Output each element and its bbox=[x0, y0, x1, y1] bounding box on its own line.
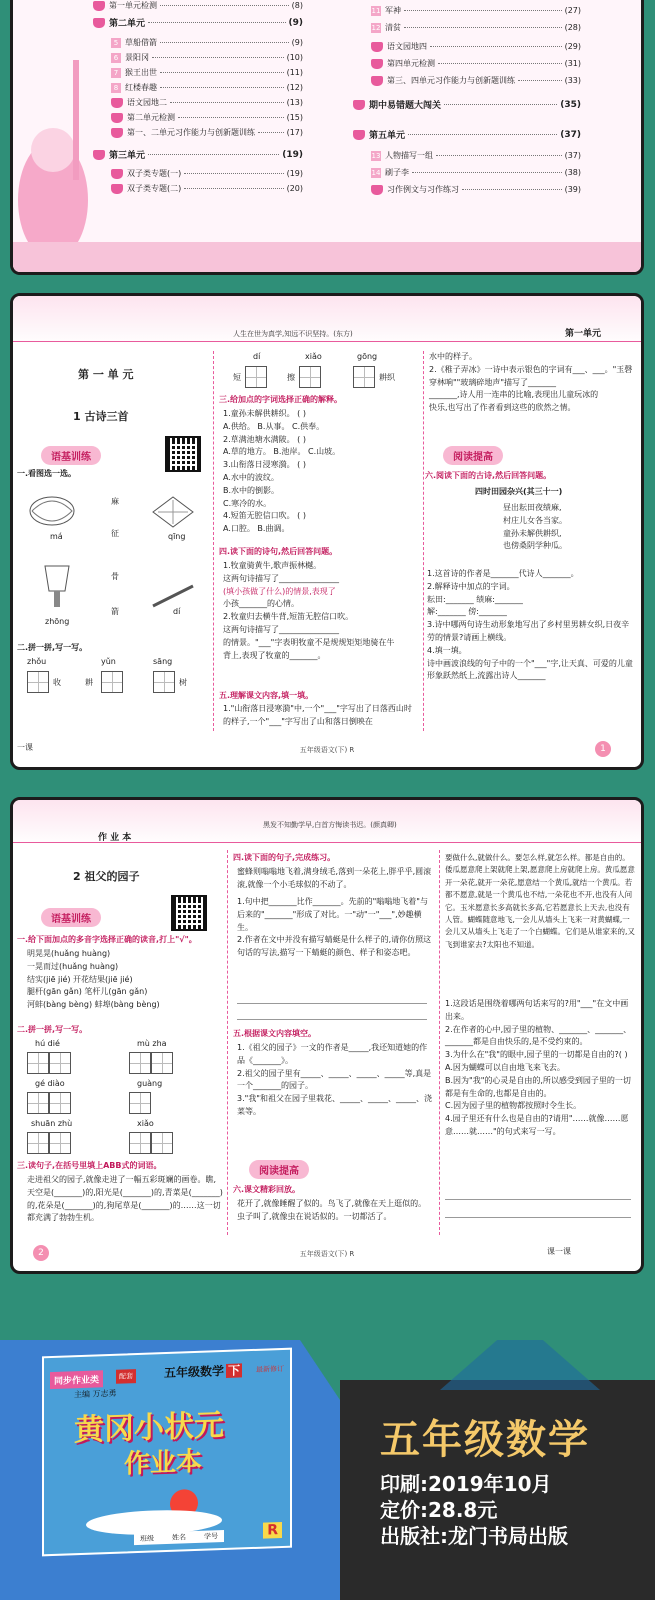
picture-bell bbox=[37, 561, 77, 611]
write-grid[interactable] bbox=[27, 1132, 71, 1154]
pinyin-label: gé diào bbox=[35, 1079, 65, 1088]
basic-training-tag: 语基训练 bbox=[41, 908, 101, 927]
pinyin-label: zhǒu bbox=[27, 657, 47, 666]
pinyin-label: xiǎo bbox=[305, 352, 322, 361]
toc-item[interactable]: 语文园地四 (29) bbox=[371, 41, 581, 52]
toc-item[interactable]: 双子类专题(一) (19) bbox=[111, 168, 303, 179]
toc-item[interactable]: 语文园地二 (13) bbox=[111, 97, 303, 108]
crown-icon bbox=[111, 184, 123, 194]
question-3: 三.读句子,在括号里填上ABB式的词语。 bbox=[17, 1161, 162, 1170]
qr-code[interactable] bbox=[171, 895, 207, 931]
choice-char[interactable]: 箭 bbox=[111, 607, 119, 616]
product-title: 五年级数学 bbox=[380, 1417, 590, 1463]
publisher: 出版社:龙门书局出版 bbox=[380, 1524, 568, 1548]
reading-tag: 阅读提高 bbox=[249, 1160, 309, 1179]
book-edition: 最新修订 bbox=[256, 1364, 284, 1374]
tail-char: 收 bbox=[53, 678, 61, 687]
book-badge: 配套 bbox=[116, 1369, 136, 1384]
crown-icon bbox=[111, 98, 123, 108]
crown-icon bbox=[111, 113, 123, 123]
question-2: 二.拼一拼,写一写。 bbox=[17, 1025, 88, 1034]
toc-unit[interactable]: 期中易错题大闯关 (35) bbox=[353, 98, 581, 111]
crown-icon bbox=[93, 1, 105, 11]
question-5: 五.理解课文内容,填一填。 bbox=[219, 691, 314, 700]
pinyin-label: dí bbox=[253, 352, 261, 361]
answer-line[interactable] bbox=[237, 1006, 427, 1020]
question-4: 四.读下面的句子,完成练习。 bbox=[233, 853, 336, 862]
choice-char[interactable]: 麻 bbox=[111, 497, 119, 506]
tail-char: 擦 bbox=[287, 373, 295, 382]
footer-center: 五年级语文(下) R bbox=[299, 1250, 355, 1258]
page-motto: 黑发不知勤学早,白首方悔读书迟。(颜真卿) bbox=[263, 821, 397, 829]
q5-items: 1.《祖父的园子》一文的作者是_____,我还知道她的作品《_______》。 2.祖父的园子里有_____、_____、_____、_____等,真是一个_______的园子。 3."我"和祖父在园子里栽花、_____、_____、_____、浇菜等。 bbox=[237, 1043, 432, 1116]
q1-items: 明晃晃(huǎng huàng) 一晃而过(huǎng huàng) 结实(jiē jié) 开花结果(jiē jié) 腿杆(gān gǎn) 笔杆儿(gān gǎn) 河蚌(bàng bèng) 蚌埠(bàng bèng) bbox=[27, 949, 160, 1010]
toc-item[interactable]: 5 草船借箭 (9) bbox=[111, 37, 303, 48]
lesson-title: 1 古诗三首 bbox=[73, 410, 129, 423]
header-divider bbox=[13, 341, 641, 342]
question-1: 一.给下面加点的多音字选择正确的读音,打上"√"。 bbox=[17, 935, 197, 944]
toc-item[interactable]: 第一、二单元习作能力与创新题训练 (17) bbox=[111, 127, 303, 138]
unit-label: 第一单元 bbox=[564, 329, 601, 339]
pinyin-label: gōng bbox=[357, 352, 378, 361]
toc-item[interactable]: 习作例文与习作练习 (39) bbox=[371, 184, 581, 195]
footer-center: 五年级语文(下) R bbox=[299, 746, 355, 754]
write-grid[interactable] bbox=[299, 366, 321, 388]
pinyin-label: xiǎo bbox=[137, 1119, 154, 1128]
pinyin-label: sāng bbox=[153, 657, 173, 666]
crown-icon bbox=[371, 42, 383, 52]
toc-item[interactable]: 13 人物描写一组 (37) bbox=[371, 151, 581, 160]
write-grid[interactable] bbox=[129, 1132, 173, 1154]
col3-top: 水中的样子。 2.《稚子弄冰》一诗中表示银色的字词有___、___。"玉磬穿林响""玻璃碎地声"描写了_______ _______,诗人用一连串的比喻,表现出儿童玩冰的 快乐,也写出了作者看到这些的欣然之情。 bbox=[429, 352, 633, 413]
q5-text: 1."山衔落日浸寒漪"中,一个"___"字写出了日落西山时的样子,一个"___"字写出了山和落日倒映在 bbox=[223, 704, 412, 726]
price: 定价:28.8元 bbox=[380, 1498, 498, 1522]
question-3: 三.给加点的字词选择正确的解释。 bbox=[219, 395, 343, 404]
lesson-title: 2 祖父的园子 bbox=[73, 870, 140, 883]
tail-char: 耕织 bbox=[379, 373, 395, 382]
page-motto: 人生在世为真学,知远不识坚持。(东方) bbox=[233, 330, 353, 338]
q3-text: 走进祖父的园子,就像走进了一幅五彩斑斓的画卷。瞧,天空是(_______)的,阳光是(_______)的,青菜是(_______)的,花朵是(_______)的,狗尾草是(_______)的……这一切都充满了勃勃生机。 bbox=[27, 1175, 223, 1223]
poem-lines: 昼出耘田夜绩麻, 村庄儿女各当家。 童孙未解供耕织, 也傍桑阴学种瓜。 bbox=[503, 503, 567, 551]
col3-items: 1.这段话是围绕着哪两句话来写的?用"___"在文中画出来。 2.在作者的心中,园子里的植物、_______、_______、_______都是自由快乐的,是不受约束的。 3.为什么在"我"的眼中,园子里的一切都是自由的?( ) A.因为蝴蝶可以自由地飞来飞去。 B.因为"我"的心灵是自由的,所以感受到园子里的一切都是有生命的,也都是自由的。 C.因为园子里的植物都按照时令生长。 4.园子里还有什么也是自由的?请用"……就像……愿意……就……"的句式来写一写。 bbox=[445, 999, 632, 1136]
book-editor: 主编 万志勇 bbox=[74, 1388, 117, 1400]
toc-item[interactable]: 8 红楼春趣 (12) bbox=[111, 82, 303, 93]
qr-code[interactable] bbox=[165, 436, 201, 472]
workbook-page-1 bbox=[10, 293, 644, 770]
write-grid[interactable] bbox=[353, 366, 375, 388]
answer-line[interactable] bbox=[237, 990, 427, 1004]
column-divider bbox=[227, 850, 228, 1235]
crown-icon bbox=[371, 59, 383, 69]
girl-illustration bbox=[13, 60, 93, 260]
balloon-icon bbox=[353, 130, 365, 140]
toc-panel bbox=[10, 0, 644, 275]
pic-pinyin: má bbox=[50, 532, 63, 541]
toc-item[interactable]: 7 猴王出世 (11) bbox=[111, 67, 303, 78]
write-grid[interactable] bbox=[27, 1092, 71, 1114]
write-grid[interactable] bbox=[27, 671, 49, 693]
toc-item[interactable]: 第二单元检测 (15) bbox=[111, 112, 303, 123]
toc-item[interactable]: 14 刷子李 (38) bbox=[371, 168, 581, 177]
page-number: 2 bbox=[33, 1245, 49, 1261]
question-5: 五.根据课文内容填空。 bbox=[233, 1029, 317, 1038]
book-mark: R bbox=[263, 1522, 282, 1539]
question-6: 六.课文精彩回放。 bbox=[233, 1185, 301, 1194]
toc-unit[interactable]: 第二单元 (9) bbox=[93, 16, 303, 29]
pinyin-label: mù zha bbox=[137, 1039, 167, 1048]
poem-title: 四时田园杂兴(其三十一) bbox=[475, 487, 563, 496]
toc-bottom-decoration bbox=[13, 242, 641, 272]
print-date: 印刷:2019年10月 bbox=[380, 1472, 552, 1496]
tail-char: 树 bbox=[179, 678, 187, 687]
pinyin-label: guàng bbox=[137, 1079, 163, 1088]
toc-item[interactable]: 第三、四单元习作能力与创新题训练 (33) bbox=[371, 75, 581, 86]
footer-left: 一课 bbox=[17, 743, 33, 753]
toc-item[interactable]: 6 景阳冈 (10) bbox=[111, 52, 303, 63]
book-brand: 黄冈小状元 bbox=[74, 1408, 224, 1449]
pinyin-label: hú dié bbox=[35, 1039, 60, 1048]
column-divider bbox=[439, 850, 440, 1235]
question-6: 六.阅读下面的古诗,然后回答问题。 bbox=[425, 471, 552, 480]
footer-right: 课一课 bbox=[547, 1247, 571, 1257]
column-divider bbox=[423, 351, 424, 731]
workbook-page-2 bbox=[10, 797, 644, 1274]
toc-unit[interactable]: 第五单元 (37) bbox=[353, 128, 581, 141]
choice-char[interactable]: 骨 bbox=[111, 572, 119, 581]
book-title: 作业本 bbox=[124, 1446, 203, 1480]
pic-pinyin: qīng bbox=[168, 532, 186, 541]
basic-training-tag: 语基训练 bbox=[41, 446, 101, 465]
tail-char: 短 bbox=[233, 373, 241, 382]
write-grid[interactable] bbox=[27, 1052, 71, 1074]
choice-char[interactable]: 征 bbox=[111, 529, 119, 538]
toc-item[interactable]: 11 军神 (27) bbox=[371, 6, 581, 15]
crown-icon bbox=[371, 76, 383, 86]
book-grade-subject: 五年级数学 下 bbox=[164, 1363, 241, 1381]
answer-line[interactable] bbox=[445, 1186, 631, 1200]
toc-item[interactable]: 第一单元检测 (8) bbox=[93, 0, 303, 11]
write-grid[interactable] bbox=[153, 671, 175, 693]
pic-pinyin: dí bbox=[173, 607, 181, 616]
page-number: 1 bbox=[595, 741, 611, 757]
toc-item[interactable]: 12 清贫 (28) bbox=[371, 23, 581, 32]
crown-icon bbox=[111, 169, 123, 179]
passage-text: 要做什么,就做什么。要怎么样,就怎么样。都是自由的。倭瓜愿意爬上架就爬上架,愿意爬上房就爬上房。黄瓜愿意开一朵花,就开一朵花,愿意结一个黄瓜,就结一个黄瓜。若都不愿意,就是一个黄瓜也不结,一朵花也不开,也没有人问它。玉米愿意长多高就长多高,它若愿意长上天去,也没有人管。蝴蝶随意地飞,一会儿从墙头上飞来一对黄蝴蝶,一会儿又从墙头上飞走了一个白蝴蝶。它们是从谁家来的,又飞到谁家去?太阳也不知道。 bbox=[445, 853, 635, 949]
book-fields: 班级 姓名 学号 bbox=[134, 1530, 224, 1545]
crown-icon bbox=[111, 128, 123, 138]
question-4: 四.读下面的诗句,然后回答问题。 bbox=[219, 547, 338, 556]
write-grid[interactable] bbox=[129, 1052, 173, 1074]
balloon-icon bbox=[353, 100, 365, 110]
question-1: 一.看图选一选。 bbox=[17, 469, 77, 478]
write-grid[interactable] bbox=[129, 1092, 151, 1114]
crown-icon bbox=[93, 18, 105, 28]
picture-sesame bbox=[27, 491, 77, 531]
q4-text: 蜜蜂则嗡嗡地飞着,满身绒毛,落到一朵花上,胖乎乎,圆滚滚,就像一个小毛球似的不动了。 bbox=[237, 867, 432, 889]
crown-icon bbox=[371, 185, 383, 195]
q6-items: 1.这首诗的作者是_______代诗人_______。 2.解释诗中加点的字词。 耘田:_______ 绩麻:_______ 解:_______ 傍:_______ 3.诗中哪两句诗生动形象地写出了乡村里男耕女织,日夜辛劳的情景?请画上横线。 4.填一填。 诗中画波浪线的句子中的一个"___"字,让天真、可爱的儿童形象跃然纸上,流露出诗人_______ bbox=[427, 569, 633, 681]
q3-items: 1.童孙未解供耕织。 ( ) A.供给。 B.从事。 C.供奉。 2.草满池塘水满陂。 ( ) A.草的地方。 B.池岸。 C.山坡。 3.山衔落日浸寒漪。 ( ) A.水中的波纹。 B.水中的倒影。 C.寒冷的水。 4.短笛无腔信口吹。 ( ) A.口腔。 B.曲调。 bbox=[223, 409, 341, 534]
tail-char: 耕 bbox=[85, 678, 93, 687]
header-label: 作 业 本 bbox=[98, 833, 132, 843]
pinyin-label: shuān zhù bbox=[31, 1119, 73, 1128]
write-grid[interactable] bbox=[245, 366, 267, 388]
answer-line[interactable] bbox=[445, 1204, 631, 1218]
q6-text: 花开了,就像睡醒了似的。鸟飞了,就像在天上逛似的。虫子叫了,就像虫在说话似的。一切都活了。 bbox=[237, 1199, 427, 1221]
q4-items: 1.句中把_______比作_______。先前的"嗡嗡地飞着"与后来的"_______"形成了对比。一"动"一"___",妙趣横生。 2.作者在文中并没有描写蜻蜓是什么样子的,请你仿照这句话的写法,描写一下蜻蜓的颜色、样子和姿态吧。 bbox=[237, 897, 432, 958]
question-2: 二.拼一拼,写一写。 bbox=[17, 643, 88, 652]
header-divider bbox=[13, 842, 641, 843]
unit-title: 第 一 单 元 bbox=[78, 368, 134, 381]
column-divider bbox=[213, 351, 214, 731]
crown-icon bbox=[93, 150, 105, 160]
pic-pinyin: zhōng bbox=[45, 617, 70, 626]
toc-item[interactable]: 第四单元检测 (31) bbox=[371, 58, 581, 69]
reading-tag: 阅读提高 bbox=[443, 446, 503, 465]
pinyin-label: yǔn bbox=[101, 657, 116, 666]
book-cover bbox=[42, 1348, 292, 1557]
toc-item[interactable]: 双子类专题(二) (20) bbox=[111, 183, 303, 194]
book-top-label: 同步作业类 bbox=[50, 1370, 103, 1389]
toc-unit[interactable]: 第三单元 (19) bbox=[93, 148, 303, 161]
write-grid[interactable] bbox=[101, 671, 123, 693]
picture-cloth bbox=[148, 494, 198, 530]
q4-items: 1.牧童骑黄牛,歌声振林樾。 这两句诗描写了_______________ (填小孩做了什么)的情景,表现了 小孩_______的心情。 2.牧童归去横牛背,短笛无腔信口吹。 这两句诗描写了_______________ 的情景。"___"字表明牧童不是规规矩矩地骑在牛 背上,表现了牧童的_______。 bbox=[223, 561, 395, 660]
